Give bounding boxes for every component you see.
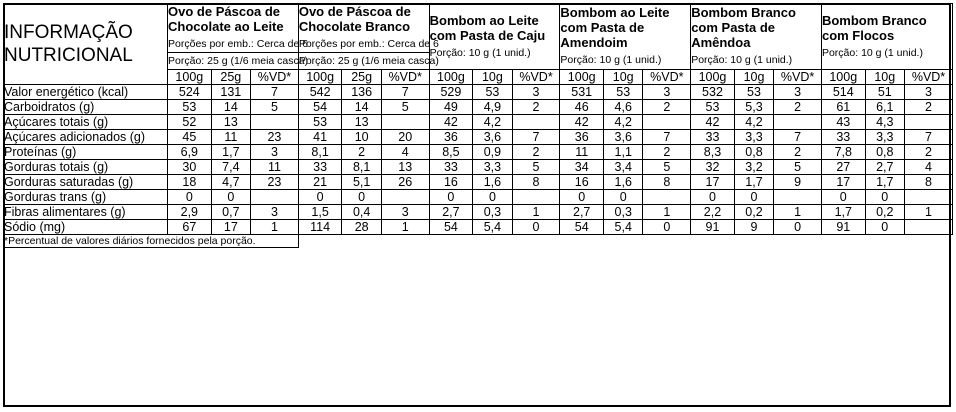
cell-p1-c1: 6,9 (168, 144, 212, 159)
cell-p5-c3: 7 (774, 129, 822, 144)
product-portion-size: Porção: 25 g (1/6 meia casca) (168, 55, 309, 68)
nutrient-label: Valor energético (kcal) (4, 84, 168, 99)
product-header-3 (429, 4, 560, 70)
cell-p1-c2: 1,7 (211, 144, 250, 159)
cell-p4-c2: 4,6 (604, 99, 643, 114)
title-line-2: NUTRICIONAL (4, 44, 133, 66)
cell-p1-c3: 3 (251, 144, 299, 159)
cell-p2-c3: 3 (381, 204, 429, 219)
cell-p3-c1: 0 (429, 189, 473, 204)
product-portions-per-package: Porções por emb.: Cerca de 6 (168, 38, 309, 51)
cell-p6-c1: 1,7 (821, 204, 865, 219)
cell-p5-c2: 5,3 (734, 99, 773, 114)
column-header-5-2: 10g (734, 69, 773, 84)
cell-p5-c1: 0 (691, 189, 735, 204)
cell-p6-c1: 61 (821, 99, 865, 114)
cell-p5-c1: 53 (691, 99, 735, 114)
product-portions-per-package: Porções por emb.: Cerca de 6 (298, 38, 439, 51)
product-header-2 (298, 4, 439, 70)
cell-p6-c3: 4 (905, 159, 953, 174)
cell-p3-c1: 529 (429, 84, 473, 99)
cell-p3-c2: 3,3 (473, 159, 512, 174)
footnote-spacer (298, 234, 952, 247)
cell-p5-c1: 2,2 (691, 204, 735, 219)
cell-p5-c3: 1 (774, 204, 822, 219)
column-header-3-2: 10g (473, 69, 512, 84)
cell-p1-c3 (251, 189, 299, 204)
cell-p6-c2: 2,7 (865, 159, 904, 174)
cell-p1-c1: 52 (168, 114, 212, 129)
cell-p1-c3: 11 (251, 159, 299, 174)
cell-p5-c3 (774, 189, 822, 204)
cell-p4-c1: 34 (560, 159, 604, 174)
cell-p2-c3: 13 (381, 159, 429, 174)
cell-p2-c3: 5 (381, 99, 429, 114)
cell-p6-c3: 3 (905, 84, 953, 99)
table-row (4, 144, 953, 159)
cell-p1-c2: 14 (211, 99, 250, 114)
cell-p3-c2: 53 (473, 84, 512, 99)
cell-p2-c2: 13 (342, 114, 381, 129)
table-row (4, 129, 953, 144)
column-header-2-3: %VD* (381, 69, 429, 84)
cell-p4-c2: 0 (604, 189, 643, 204)
cell-p3-c1: 2,7 (429, 204, 473, 219)
column-header-4-2: 10g (604, 69, 643, 84)
cell-p2-c2: 10 (342, 129, 381, 144)
cell-p3-c3: 5 (512, 159, 560, 174)
cell-p3-c1: 16 (429, 174, 473, 189)
product-sub-divider (299, 52, 429, 53)
column-header-5-1: 100g (691, 69, 735, 84)
cell-p5-c1: 91 (691, 219, 735, 234)
nutrient-label: Gorduras totais (g) (4, 159, 168, 174)
nutrient-label: Açúcares adicionados (g) (4, 129, 168, 144)
cell-p1-c3 (251, 114, 299, 129)
cell-p3-c1: 8,5 (429, 144, 473, 159)
column-header-3-3: %VD* (512, 69, 560, 84)
cell-p3-c3 (512, 189, 560, 204)
title-line-1: INFORMAÇÃO (4, 21, 133, 43)
cell-p4-c1: 16 (560, 174, 604, 189)
cell-p3-c2: 4,9 (473, 99, 512, 114)
column-header-1-3: %VD* (251, 69, 299, 84)
cell-p2-c2: 0,4 (342, 204, 381, 219)
cell-p3-c3: 0 (512, 219, 560, 234)
cell-p2-c3: 4 (381, 144, 429, 159)
cell-p4-c2: 53 (604, 84, 643, 99)
product-portion-size: Porção: 10 g (1 unid.) (691, 54, 793, 67)
cell-p3-c3: 1 (512, 204, 560, 219)
cell-p5-c3: 5 (774, 159, 822, 174)
nutrient-label: Gorduras trans (g) (4, 189, 168, 204)
cell-p2-c1: 114 (298, 219, 342, 234)
cell-p2-c1: 53 (298, 114, 342, 129)
column-header-4-1: 100g (560, 69, 604, 84)
cell-p1-c3: 7 (251, 84, 299, 99)
cell-p5-c2: 0 (734, 189, 773, 204)
cell-p6-c3: 1 (905, 204, 953, 219)
cell-p6-c2: 6,1 (865, 99, 904, 114)
cell-p5-c2: 9 (734, 219, 773, 234)
cell-p4-c3: 5 (643, 159, 691, 174)
cell-p4-c2: 1,6 (604, 174, 643, 189)
cell-p1-c3: 23 (251, 174, 299, 189)
product-portion-size: Porção: 10 g (1 unid.) (821, 46, 923, 59)
cell-p1-c1: 2,9 (168, 204, 212, 219)
cell-p5-c2: 53 (734, 84, 773, 99)
cell-p6-c2: 1,7 (865, 174, 904, 189)
nutrient-label: Gorduras saturadas (g) (4, 174, 168, 189)
cell-p1-c2: 0,7 (211, 204, 250, 219)
column-header-4-3: %VD* (643, 69, 691, 84)
cell-p5-c2: 3,2 (734, 159, 773, 174)
column-header-6-1: 100g (821, 69, 865, 84)
product-portion-size: Porção: 25 g (1/6 meia casca) (298, 55, 439, 68)
cell-p3-c1: 33 (429, 159, 473, 174)
cell-p6-c1: 27 (821, 159, 865, 174)
cell-p2-c1: 54 (298, 99, 342, 114)
cell-p4-c2: 0,3 (604, 204, 643, 219)
cell-p5-c2: 1,7 (734, 174, 773, 189)
cell-p2-c1: 33 (298, 159, 342, 174)
cell-p4-c3: 3 (643, 84, 691, 99)
cell-p2-c1: 21 (298, 174, 342, 189)
cell-p1-c1: 67 (168, 219, 212, 234)
cell-p4-c2: 1,1 (604, 144, 643, 159)
cell-p3-c2: 0,3 (473, 204, 512, 219)
cell-p5-c1: 42 (691, 114, 735, 129)
cell-p5-c3 (774, 114, 822, 129)
cell-p1-c2: 131 (211, 84, 250, 99)
column-header-1-1: 100g (168, 69, 212, 84)
cell-p2-c3: 1 (381, 219, 429, 234)
cell-p3-c2: 0,9 (473, 144, 512, 159)
cell-p5-c1: 32 (691, 159, 735, 174)
product-name: Ovo de Páscoa de Chocolate Branco (298, 4, 411, 35)
cell-p3-c3: 8 (512, 174, 560, 189)
cell-p2-c2: 0 (342, 189, 381, 204)
cell-p6-c3: 2 (905, 144, 953, 159)
cell-p1-c2: 17 (211, 219, 250, 234)
cell-p4-c3 (643, 189, 691, 204)
column-header-5-3: %VD* (774, 69, 822, 84)
cell-p6-c3: 8 (905, 174, 953, 189)
cell-p4-c2: 3,4 (604, 159, 643, 174)
cell-p2-c3: 26 (381, 174, 429, 189)
cell-p2-c1: 1,5 (298, 204, 342, 219)
cell-p6-c2: 51 (865, 84, 904, 99)
cell-p4-c3: 7 (643, 129, 691, 144)
cell-p3-c3: 2 (512, 144, 560, 159)
column-header-2-2: 25g (342, 69, 381, 84)
cell-p3-c2: 1,6 (473, 174, 512, 189)
cell-p3-c1: 49 (429, 99, 473, 114)
cell-p3-c1: 54 (429, 219, 473, 234)
table-row (4, 174, 953, 189)
cell-p4-c2: 4,2 (604, 114, 643, 129)
cell-p6-c2: 0,8 (865, 144, 904, 159)
cell-p3-c3 (512, 114, 560, 129)
cell-p6-c1: 17 (821, 174, 865, 189)
nutrient-label: Fibras alimentares (g) (4, 204, 168, 219)
cell-p2-c2: 5,1 (342, 174, 381, 189)
cell-p2-c1: 0 (298, 189, 342, 204)
cell-p3-c1: 36 (429, 129, 473, 144)
table-row (4, 99, 953, 114)
cell-p4-c3: 2 (643, 99, 691, 114)
product-header-6 (821, 4, 952, 70)
cell-p1-c2: 11 (211, 129, 250, 144)
table-row (4, 204, 953, 219)
footnote-row (4, 234, 953, 247)
product-header-5 (691, 4, 822, 70)
cell-p4-c1: 46 (560, 99, 604, 114)
cell-p2-c3 (381, 114, 429, 129)
cell-p6-c1: 91 (821, 219, 865, 234)
cell-p6-c2: 3,3 (865, 129, 904, 144)
table-row (4, 189, 953, 204)
cell-p4-c3 (643, 114, 691, 129)
footnote-text: *Percentual de valores diários fornecidos pela porção. (4, 234, 299, 247)
cell-p5-c1: 8,3 (691, 144, 735, 159)
header-row (4, 4, 953, 70)
cell-p4-c1: 54 (560, 219, 604, 234)
cell-p5-c1: 33 (691, 129, 735, 144)
cell-p2-c2: 2 (342, 144, 381, 159)
column-header-6-2: 10g (865, 69, 904, 84)
nutrition-table (3, 3, 953, 248)
cell-p5-c1: 17 (691, 174, 735, 189)
cell-p6-c2: 0 (865, 189, 904, 204)
cell-p6-c2: 4,3 (865, 114, 904, 129)
cell-p5-c2: 0,2 (734, 204, 773, 219)
cell-p4-c1: 0 (560, 189, 604, 204)
cell-p1-c1: 45 (168, 129, 212, 144)
cell-p6-c2: 0 (865, 219, 904, 234)
nutrient-label: Sódio (mg) (4, 219, 168, 234)
cell-p2-c3: 20 (381, 129, 429, 144)
cell-p1-c1: 30 (168, 159, 212, 174)
cell-p6-c3 (905, 219, 953, 234)
cell-p5-c1: 532 (691, 84, 735, 99)
product-sub-divider (168, 52, 298, 53)
column-header-3-1: 100g (429, 69, 473, 84)
cell-p4-c2: 5,4 (604, 219, 643, 234)
product-header-1 (168, 4, 309, 70)
cell-p4-c1: 36 (560, 129, 604, 144)
cell-p1-c1: 53 (168, 99, 212, 114)
cell-p3-c3: 2 (512, 99, 560, 114)
cell-p4-c3: 8 (643, 174, 691, 189)
cell-p6-c2: 0,2 (865, 204, 904, 219)
cell-p4-c3: 1 (643, 204, 691, 219)
product-name: Bombom ao Leite com Pasta de Amendoim (560, 5, 670, 51)
cell-p5-c2: 4,2 (734, 114, 773, 129)
cell-p4-c3: 0 (643, 219, 691, 234)
column-header-1-2: 25g (211, 69, 250, 84)
cell-p2-c2: 136 (342, 84, 381, 99)
cell-p6-c3 (905, 189, 953, 204)
cell-p6-c1: 0 (821, 189, 865, 204)
cell-p2-c2: 28 (342, 219, 381, 234)
cell-p5-c2: 0,8 (734, 144, 773, 159)
cell-p2-c1: 542 (298, 84, 342, 99)
cell-p5-c3: 9 (774, 174, 822, 189)
cell-p1-c3: 5 (251, 99, 299, 114)
product-header-4 (560, 4, 691, 70)
cell-p4-c1: 11 (560, 144, 604, 159)
cell-p1-c1: 18 (168, 174, 212, 189)
product-name: Ovo de Páscoa de Chocolate ao Leite (168, 4, 284, 35)
cell-p2-c2: 14 (342, 99, 381, 114)
table-row (4, 84, 953, 99)
cell-p2-c1: 41 (298, 129, 342, 144)
cell-p1-c3: 3 (251, 204, 299, 219)
product-name: Bombom ao Leite com Pasta de Caju (429, 12, 546, 43)
cell-p5-c3: 3 (774, 84, 822, 99)
cell-p6-c1: 514 (821, 84, 865, 99)
cell-p5-c3: 2 (774, 144, 822, 159)
product-portion-size: Porção: 10 g (1 unid.) (429, 46, 531, 59)
cell-p2-c3: 7 (381, 84, 429, 99)
cell-p6-c3 (905, 114, 953, 129)
cell-p6-c3: 7 (905, 129, 953, 144)
cell-p3-c1: 42 (429, 114, 473, 129)
column-header-2-1: 100g (298, 69, 342, 84)
table-row (4, 159, 953, 174)
cell-p4-c3: 2 (643, 144, 691, 159)
cell-p4-c1: 2,7 (560, 204, 604, 219)
table-row (4, 219, 953, 234)
cell-p1-c1: 524 (168, 84, 212, 99)
cell-p1-c2: 0 (211, 189, 250, 204)
cell-p5-c2: 3,3 (734, 129, 773, 144)
cell-p6-c3: 2 (905, 99, 953, 114)
nutrient-label: Proteínas (g) (4, 144, 168, 159)
cell-p3-c3: 3 (512, 84, 560, 99)
cell-p2-c1: 8,1 (298, 144, 342, 159)
cell-p6-c1: 7,8 (821, 144, 865, 159)
cell-p3-c2: 5,4 (473, 219, 512, 234)
cell-p1-c1: 0 (168, 189, 212, 204)
column-header-6-3: %VD* (905, 69, 953, 84)
product-portion-size: Porção: 10 g (1 unid.) (560, 54, 662, 67)
cell-p1-c2: 13 (211, 114, 250, 129)
nutrient-label: Açúcares totais (g) (4, 114, 168, 129)
cell-p3-c2: 4,2 (473, 114, 512, 129)
cell-p3-c2: 3,6 (473, 129, 512, 144)
cell-p4-c1: 42 (560, 114, 604, 129)
cell-p3-c2: 0 (473, 189, 512, 204)
cell-p6-c1: 33 (821, 129, 865, 144)
cell-p1-c2: 4,7 (211, 174, 250, 189)
cell-p1-c2: 7,4 (211, 159, 250, 174)
product-name: Bombom Branco com Flocos (821, 12, 927, 43)
cell-p4-c2: 3,6 (604, 129, 643, 144)
cell-p1-c3: 23 (251, 129, 299, 144)
label-title (4, 4, 168, 85)
cell-p3-c3: 7 (512, 129, 560, 144)
product-name: Bombom Branco com Pasta de Amêndoa (691, 5, 796, 51)
table-row (4, 114, 953, 129)
cell-p2-c2: 8,1 (342, 159, 381, 174)
cell-p6-c1: 43 (821, 114, 865, 129)
cell-p4-c1: 531 (560, 84, 604, 99)
cell-p5-c3: 2 (774, 99, 822, 114)
cell-p5-c3: 0 (774, 219, 822, 234)
nutrient-label: Carboidratos (g) (4, 99, 168, 114)
cell-p1-c3: 1 (251, 219, 299, 234)
cell-p2-c3 (381, 189, 429, 204)
